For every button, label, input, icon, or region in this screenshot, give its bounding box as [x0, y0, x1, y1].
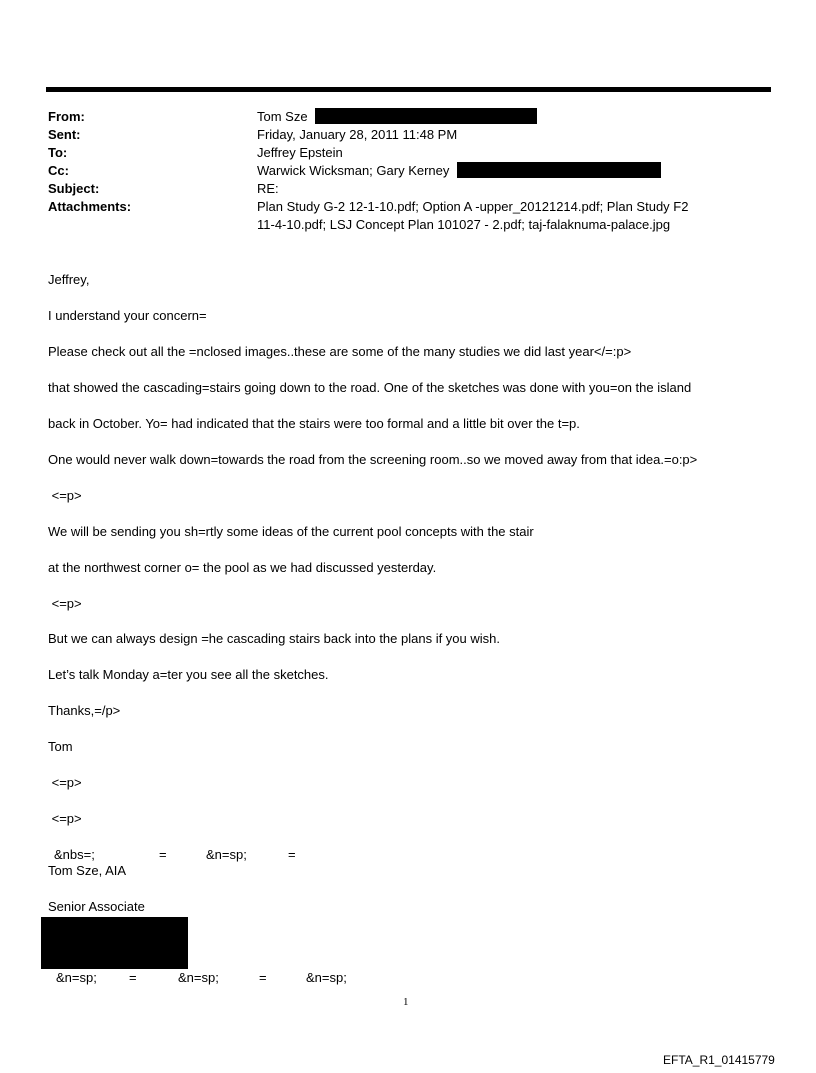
body-line: <=p> [48, 775, 82, 790]
subject-value: RE: [257, 181, 279, 196]
body-line: Let’s talk Monday a=ter you see all the sketches. [48, 667, 329, 682]
signoff-name: Tom [48, 739, 73, 754]
document-id: EFTA_R1_01415779 [663, 1053, 775, 1067]
header-rule [46, 87, 771, 92]
from-label: From: [48, 109, 85, 124]
to-label: To: [48, 145, 68, 160]
from-value [257, 108, 727, 126]
body-line: Jeffrey, [48, 272, 90, 287]
signature-title: Senior Associate [48, 899, 145, 914]
body-line: Thanks,=/p> [48, 703, 121, 718]
spacer-text: &n=sp; [306, 970, 347, 985]
cc-names: Warwick Wicksman; Gary Kerney [257, 163, 450, 178]
redaction-from-email [315, 108, 537, 124]
sent-label: Sent: [48, 127, 81, 142]
body-line: One would never walk down=towards the road from the screening room..so we moved away from that idea.=o:p> [48, 452, 698, 467]
body-line: <=p> [48, 596, 82, 611]
attachments-line-2: 11-4-10.pdf; LSJ Concept Plan 101027 - 2.pdf; taj-falaknuma-palace.jpg [257, 217, 671, 232]
redaction-cc-email [457, 162, 661, 178]
sent-value: Friday, January 28, 2011 11:48 PM [257, 127, 458, 142]
attachments-label: Attachments: [48, 199, 132, 214]
spacer-text: = [288, 847, 296, 862]
cc-value [257, 162, 727, 180]
body-line: I understand your concern= [48, 308, 207, 323]
subject-label: Subject: [48, 181, 100, 196]
redaction-signature-block [41, 917, 188, 969]
spacer-text: = [259, 970, 267, 985]
spacer-text: = [159, 847, 167, 862]
body-line: at the northwest corner o= the pool as we had discussed yesterday. [48, 560, 437, 575]
body-line: back in October. Yo= had indicated that the stairs were too formal and a little bit over the t=p. [48, 416, 580, 431]
signature-name: Tom Sze, AIA [48, 863, 127, 878]
spacer-text: = [129, 970, 137, 985]
body-line: But we can always design =he cascading stairs back into the plans if you wish. [48, 631, 500, 646]
body-line: Please check out all the =nclosed images..these are some of the many studies we did last year</=:p> [48, 344, 632, 359]
body-line: <=p> [48, 811, 82, 826]
body-line: <=p> [48, 488, 82, 503]
to-value: Jeffrey Epstein [257, 145, 343, 160]
spacer-text: &n=sp; [178, 970, 219, 985]
spacer-text: &n=sp; [56, 970, 97, 985]
attachments-line-1: Plan Study G-2 12-1-10.pdf; Option A -upper_20121214.pdf; Plan Study F2 [257, 199, 689, 214]
page-number: 1 [403, 996, 409, 1008]
cc-label: Cc: [48, 163, 69, 178]
from-name: Tom Sze [257, 109, 308, 124]
body-line: We will be sending you sh=rtly some ideas of the current pool concepts with the stair [48, 524, 534, 539]
spacer-text: &nbs=; [54, 847, 95, 862]
spacer-text: &n=sp; [206, 847, 247, 862]
body-line: that showed the cascading=stairs going down to the road. One of the sketches was done with you=on the island [48, 380, 692, 395]
